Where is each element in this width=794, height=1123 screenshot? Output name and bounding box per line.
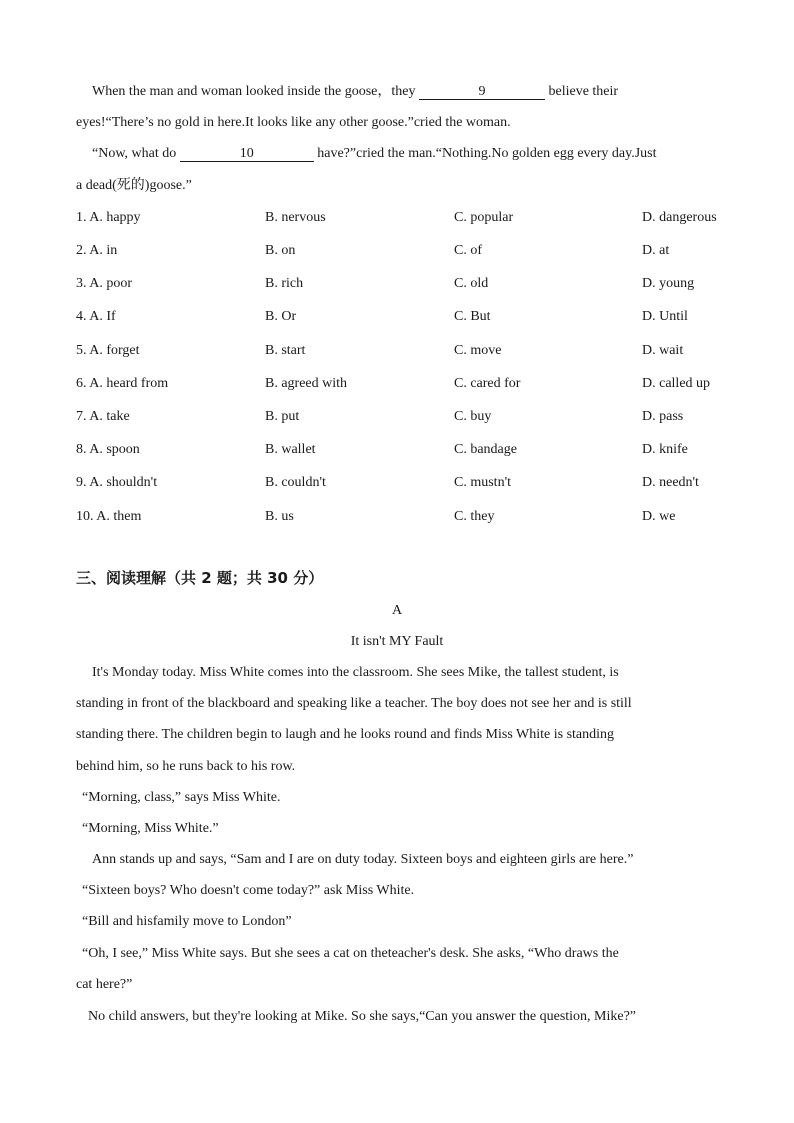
story-line: “Morning, Miss White.” bbox=[82, 821, 219, 836]
option-b: B. on bbox=[265, 243, 296, 258]
option-row bbox=[0, 375, 794, 393]
passage-line-3 bbox=[92, 145, 657, 163]
option-c: C. they bbox=[454, 509, 495, 524]
option-b: B. start bbox=[265, 343, 306, 358]
option-row bbox=[0, 342, 794, 360]
option-row bbox=[0, 308, 794, 326]
option-row bbox=[0, 209, 794, 227]
option-b: B. agreed with bbox=[265, 376, 348, 391]
option-b: B. rich bbox=[265, 276, 304, 291]
option-b: B. wallet bbox=[265, 442, 316, 457]
option-c: C. cared for bbox=[454, 376, 521, 391]
option-b: B. put bbox=[265, 409, 300, 424]
option-a: 5. A. forget bbox=[76, 343, 140, 358]
blank-number: 10 bbox=[239, 146, 254, 161]
option-a: 4. A. If bbox=[76, 309, 116, 324]
answer-blank-9 bbox=[419, 85, 545, 100]
option-c: C. bandage bbox=[454, 442, 517, 457]
option-d: D. young bbox=[642, 276, 695, 291]
option-a: 1. A. happy bbox=[76, 210, 141, 225]
story-line: standing there. The children begin to laugh and he looks round and finds Miss White is standing bbox=[76, 727, 615, 742]
option-row bbox=[0, 474, 794, 492]
story-line: “Sixteen boys? Who doesn't come today?” ask Miss White. bbox=[82, 883, 415, 898]
story-line: cat here?” bbox=[76, 977, 133, 992]
option-c: C. of bbox=[454, 243, 482, 258]
option-c: C. move bbox=[454, 343, 502, 358]
passage-text: believe their bbox=[548, 84, 619, 99]
option-d: D. needn't bbox=[642, 475, 699, 490]
option-d: D. dangerous bbox=[642, 210, 717, 225]
passage-label: A bbox=[391, 603, 403, 618]
section-title: 三、阅读理解（共 2 题；共 30 分） bbox=[76, 569, 324, 587]
story-line: It's Monday today. Miss White comes into the classroom. She sees Mike, the tallest student, is bbox=[92, 665, 619, 680]
answer-blank-10 bbox=[180, 147, 314, 162]
story-title: It isn't MY Fault bbox=[350, 634, 444, 649]
option-row bbox=[0, 275, 794, 293]
option-d: D. pass bbox=[642, 409, 684, 424]
option-b: B. nervous bbox=[265, 210, 326, 225]
option-d: D. called up bbox=[642, 376, 711, 391]
story-line: “Morning, class,” says Miss White. bbox=[82, 790, 281, 805]
option-c: C. mustn't bbox=[454, 475, 511, 490]
option-row bbox=[0, 441, 794, 459]
option-row bbox=[0, 508, 794, 526]
option-b: B. us bbox=[265, 509, 294, 524]
passage-text: When the man and woman looked inside the goose，they bbox=[92, 84, 416, 99]
option-a: 8. A. spoon bbox=[76, 442, 140, 457]
option-b: B. couldn't bbox=[265, 475, 326, 490]
passage-line-2: eyes!“There’s no gold in here.It looks like any other goose.”cried the woman. bbox=[76, 115, 511, 130]
option-d: D. knife bbox=[642, 442, 688, 457]
passage-line-1 bbox=[92, 83, 618, 101]
option-a: 2. A. in bbox=[76, 243, 118, 258]
option-d: D. we bbox=[642, 509, 676, 524]
option-c: C. buy bbox=[454, 409, 492, 424]
option-c: C. But bbox=[454, 309, 491, 324]
story-line: standing in front of the blackboard and speaking like a teacher. The boy does not see her and is still bbox=[76, 696, 632, 711]
option-a: 9. A. shouldn't bbox=[76, 475, 158, 490]
story-line: Ann stands up and says, “Sam and I are on duty today. Sixteen boys and eighteen girls are here.” bbox=[92, 852, 634, 867]
story-line: “Bill and hisfamily move to London” bbox=[82, 914, 292, 929]
option-a: 6. A. heard from bbox=[76, 376, 169, 391]
option-a: 3. A. poor bbox=[76, 276, 132, 291]
option-d: D. at bbox=[642, 243, 670, 258]
story-line: behind him, so he runs back to his row. bbox=[76, 759, 296, 774]
passage-text: have?”cried the man.“Nothing.No golden egg every day.Just bbox=[317, 146, 657, 161]
passage-line-4: a dead(死的)goose.” bbox=[76, 178, 192, 193]
story-line: No child answers, but they're looking at Mike. So she says,“Can you answer the question, Mike?” bbox=[88, 1009, 637, 1024]
option-a: 10. A. them bbox=[76, 509, 142, 524]
passage-text: “Now, what do bbox=[92, 146, 177, 161]
blank-number: 9 bbox=[478, 84, 486, 99]
story-line: “Oh, I see,” Miss White says. But she sees a cat on theteacher's desk. She asks, “Who draws the bbox=[82, 946, 619, 961]
option-row bbox=[0, 242, 794, 260]
option-c: C. old bbox=[454, 276, 489, 291]
option-a: 7. A. take bbox=[76, 409, 130, 424]
option-d: D. Until bbox=[642, 309, 688, 324]
option-d: D. wait bbox=[642, 343, 684, 358]
option-row bbox=[0, 408, 794, 426]
option-b: B. Or bbox=[265, 309, 297, 324]
option-c: C. popular bbox=[454, 210, 514, 225]
